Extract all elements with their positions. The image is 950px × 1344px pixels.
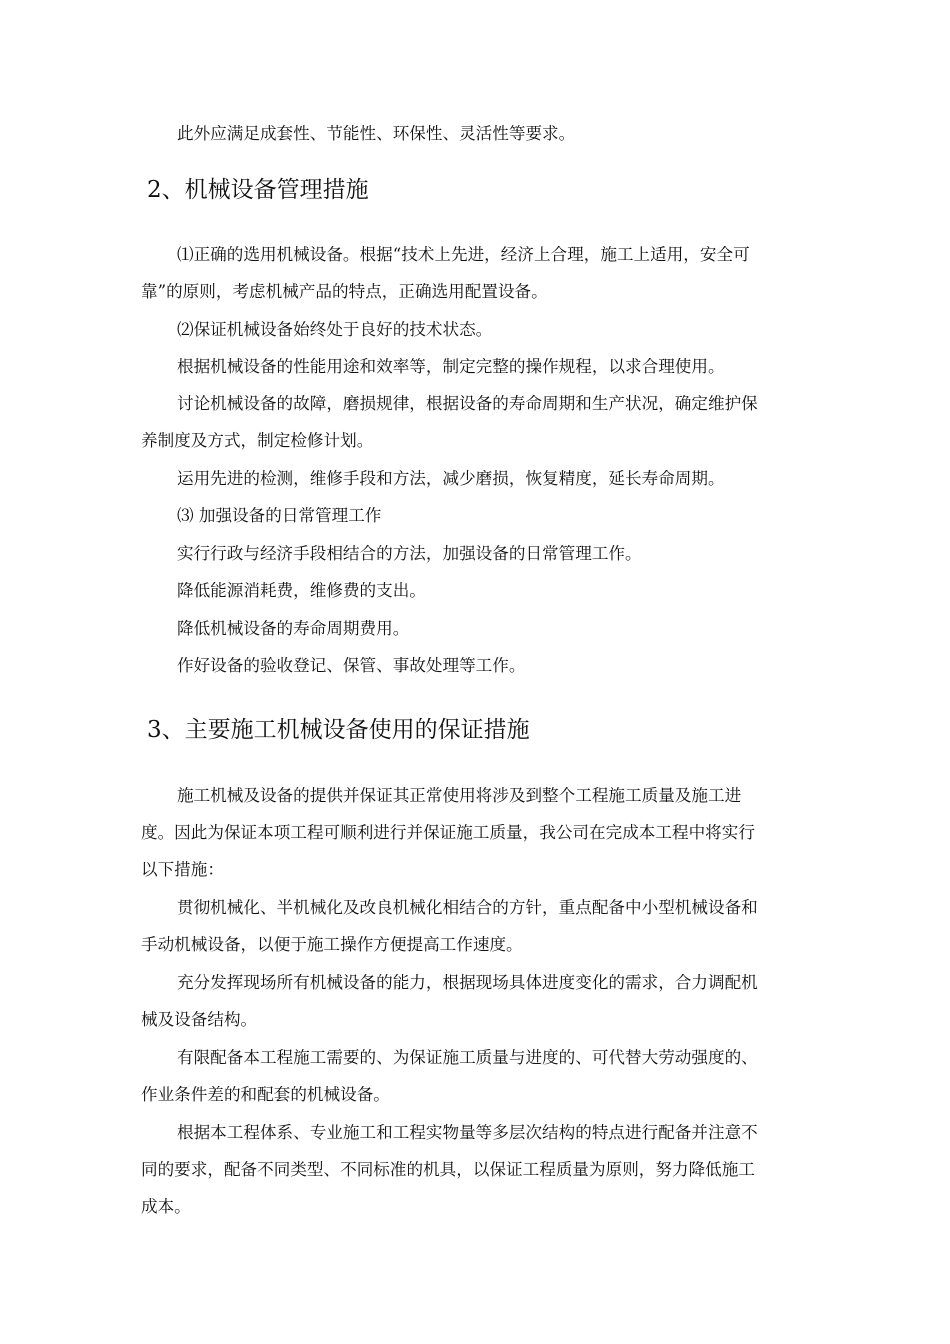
paragraph [141,348,831,385]
paragraph [141,311,831,348]
paragraph [141,1039,831,1113]
section-heading: 3、主要施工机械设备使用的保证措施 [147,717,530,743]
text-line: 手动机械设备，以便于施工操作方便提高工作速度。 [141,935,523,954]
text-line: ⑴正确的选用机械设备。根据“技术上先进，经济上合理，施工上适用，安全可 [177,245,750,264]
text-line: 以下措施： [141,860,224,879]
paragraph [141,1114,831,1225]
text-line: ⑵保证机械设备始终处于良好的技术状态。 [177,320,493,339]
text-line: 施工机械及设备的提供并保证其正常使用将涉及到整个工程施工质量及施工进 [177,786,742,805]
paragraph [141,647,831,684]
paragraph [141,460,831,497]
text-line: 械及设备结构。 [141,1010,258,1029]
paragraph [141,497,831,534]
text-line: 靠”的原则，考虑机械产品的特点，正确选用配置设备。 [141,282,548,301]
text-line: 同的要求，配备不同类型、不同标准的机具，以保证工程质量为原则，努力降低施工 [141,1160,755,1179]
text-line: 养制度及方式，制定检修计划。 [141,431,374,450]
text-line: ⑶ 加强设备的日常管理工作 [177,506,382,525]
text-line: 作业条件差的和配套的机械设备。 [141,1085,390,1104]
text-line: 有限配备本工程施工需要的、为保证施工质量与进度的、可代替大劳动强度的、 [177,1048,758,1067]
section-heading: 2、机械设备管理措施 [147,177,369,203]
text-line: 实行行政与经济手段相结合的方法，加强设备的日常管理工作。 [177,544,642,563]
text-line: 降低能源消耗费，维修费的支出。 [177,581,426,600]
paragraph [141,777,831,888]
paragraph [141,572,831,609]
paragraph [141,535,831,572]
paragraph [141,236,831,310]
paragraph [141,385,831,459]
paragraph [141,964,831,1038]
paragraph [141,115,831,152]
text-line: 此外应满足成套性、节能性、环保性、灵活性等要求。 [177,124,576,143]
paragraph [141,610,831,647]
text-line: 降低机械设备的寿命周期费用。 [177,619,410,638]
text-line: 讨论机械设备的故障，磨损规律，根据设备的寿命周期和生产状况，确定维护保 [177,394,758,413]
text-line: 贯彻机械化、半机械化及改良机械化相结合的方针，重点配备中小型机械设备和 [177,898,758,917]
text-line: 根据机械设备的性能用途和效率等，制定完整的操作规程，以求合理使用。 [177,357,725,376]
text-line: 运用先进的检测，维修手段和方法，减少磨损，恢复精度，延长寿命周期。 [177,469,725,488]
text-line: 充分发挥现场所有机械设备的能力，根据现场具体进度变化的需求，合力调配机 [177,973,758,992]
text-line: 度。因此为保证本项工程可顺利进行并保证施工质量，我公司在完成本工程中将实行 [141,823,755,842]
paragraph [141,889,831,963]
text-line: 根据本工程体系、专业施工和工程实物量等多层次结构的特点进行配备并注意不 [177,1123,758,1142]
text-line: 成本。 [141,1197,191,1216]
text-line: 作好设备的验收登记、保管、事故处理等工作。 [177,656,526,675]
